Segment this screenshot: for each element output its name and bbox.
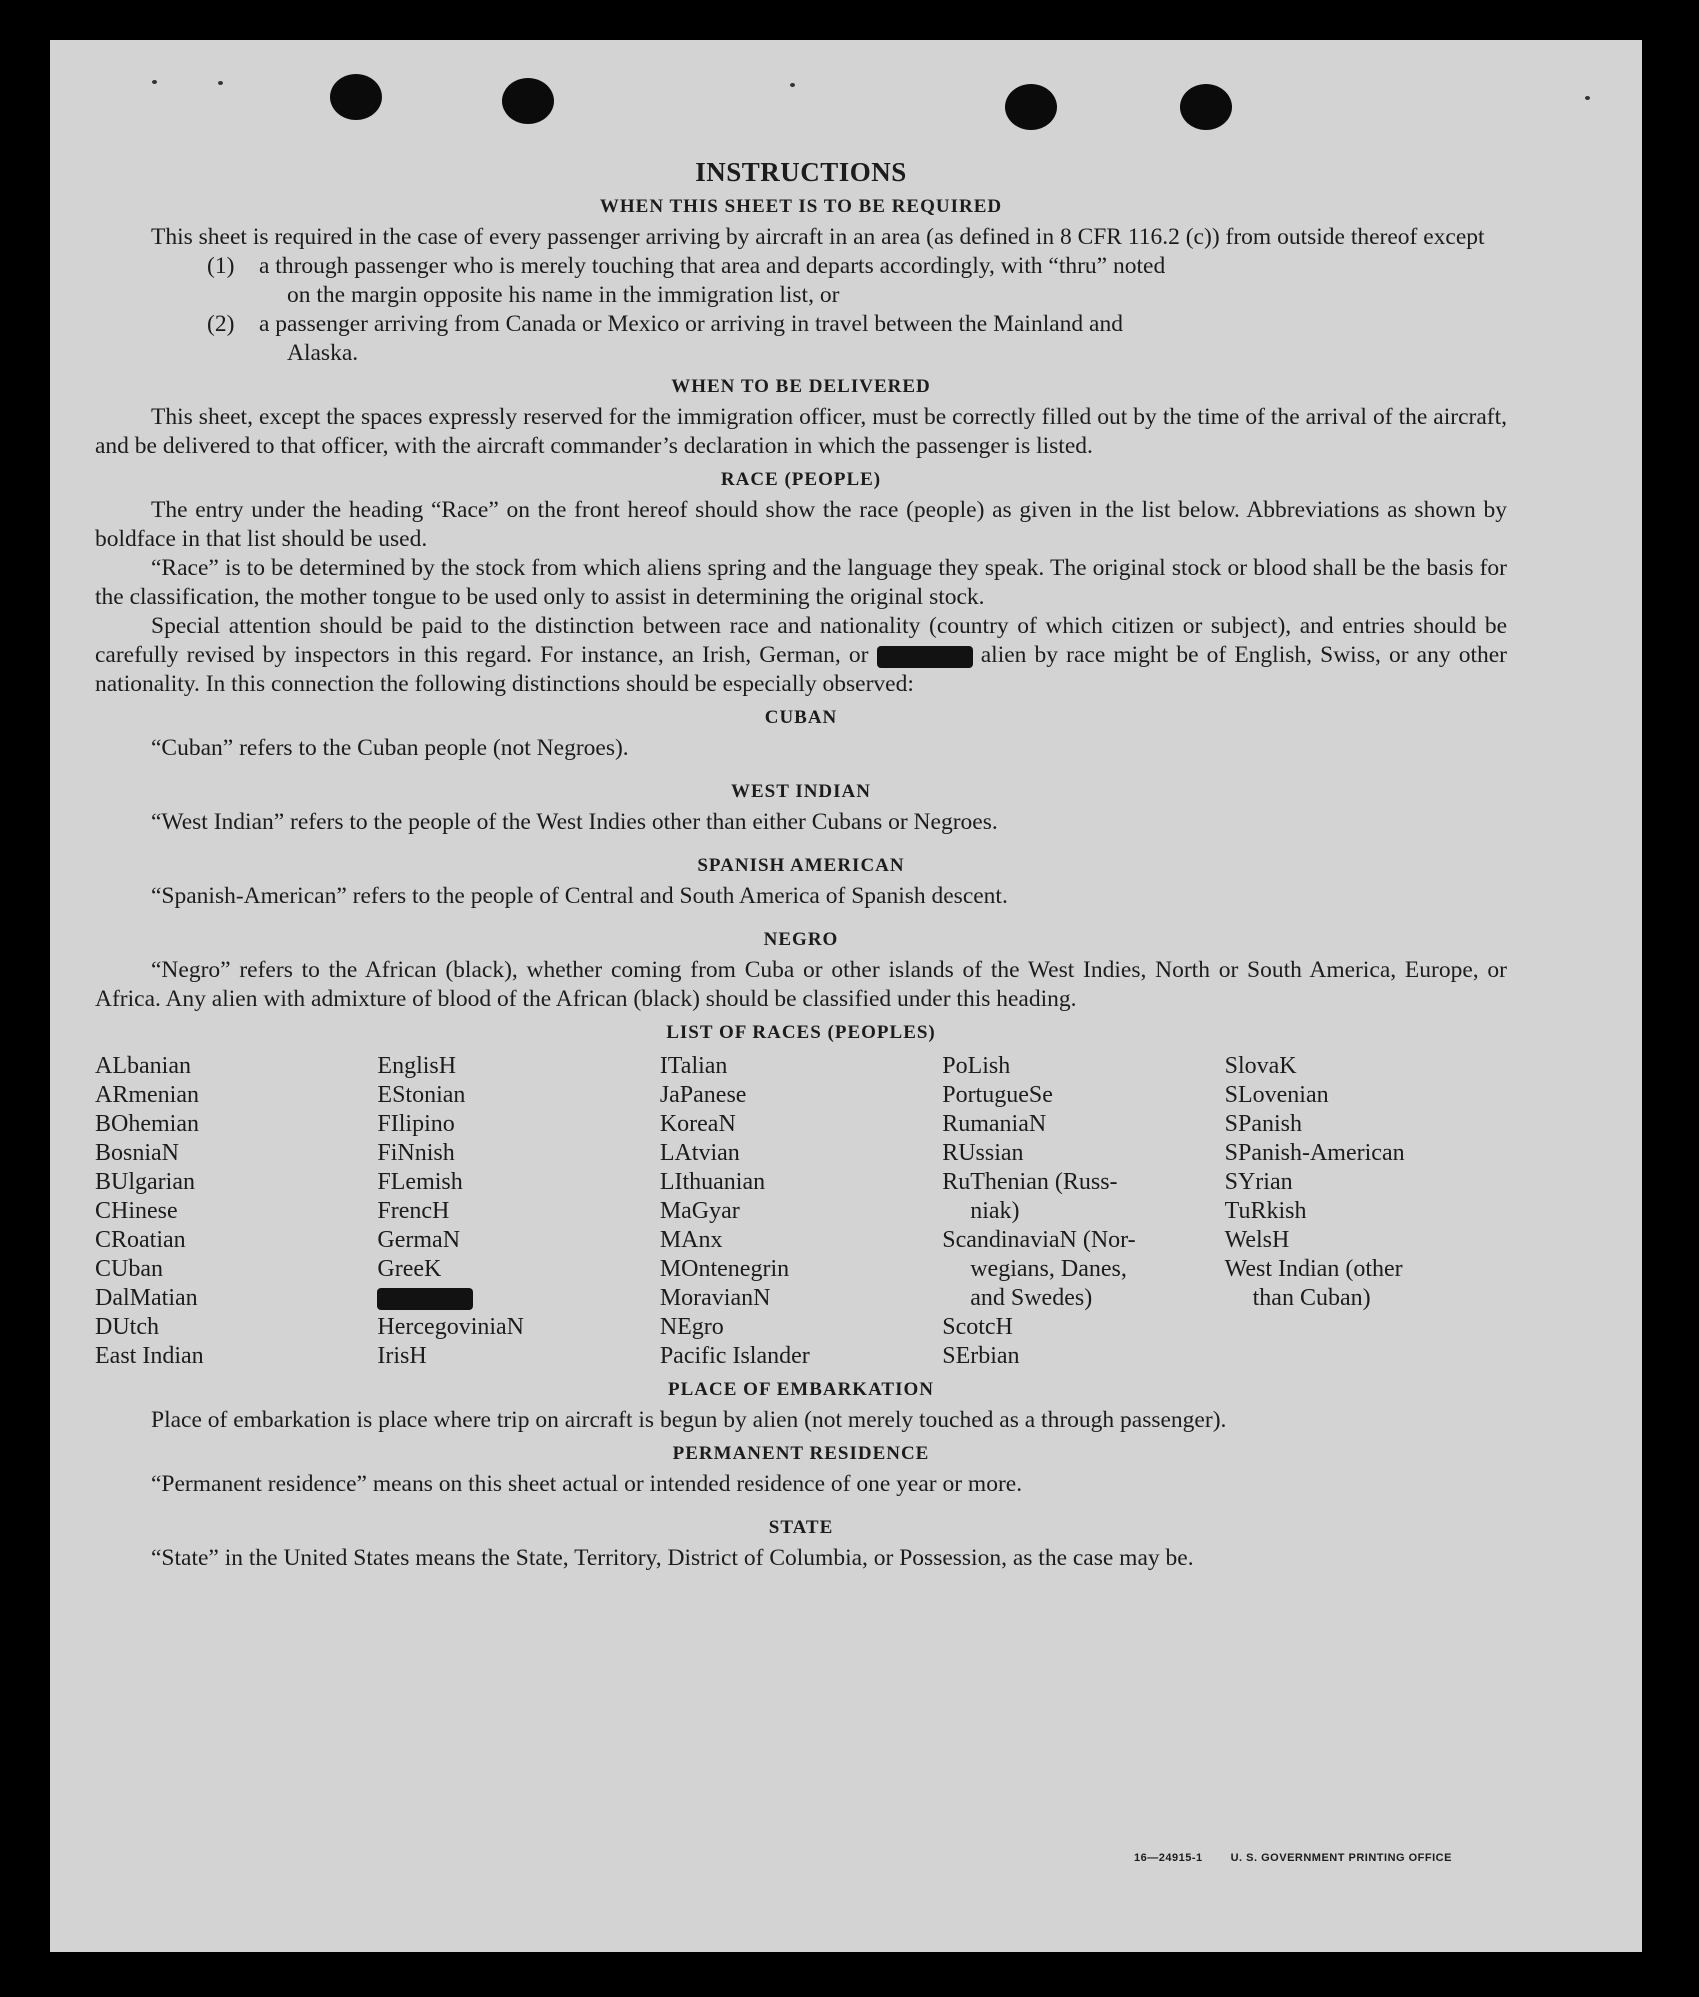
punch-hole — [1005, 84, 1057, 130]
race-entry: ITalian — [659, 1053, 728, 1079]
race-entry: CUban — [95, 1256, 163, 1282]
races-column — [377, 1052, 659, 1371]
race-entry: RUssian — [942, 1140, 1024, 1166]
speck — [790, 83, 795, 87]
section-heading: NEGRO — [763, 929, 839, 950]
item-text: on the margin opposite his name in the immigration list, or — [287, 282, 840, 308]
paragraph: “Permanent residence” means on this sheet actual or intended residence of one year or more. — [151, 1471, 1023, 1497]
paragraph-text: Special attention should be paid to the distinction between race and nationality (country of which citizen or subject), and entries should be carefully revised by inspectors in this regard. For instance, an Irish, German, or — [95, 613, 1507, 668]
paragraph: “Spanish-American” refers to the people of Central and South America of Spanish descent. — [151, 883, 1008, 909]
form-number: 16—24915-1 — [1134, 1852, 1203, 1864]
section-heading: WHEN THIS SHEET IS TO BE REQUIRED — [599, 196, 1003, 217]
punch-hole — [330, 74, 382, 120]
race-entry: East Indian — [95, 1343, 204, 1369]
race-entry: MAnx — [659, 1227, 723, 1253]
race-entry: EnglisH — [377, 1053, 457, 1079]
races-column — [95, 1052, 377, 1371]
item-number: (2) — [207, 311, 235, 337]
race-entry: GreeK — [377, 1256, 442, 1282]
race-entry: PoLish — [942, 1053, 1011, 1079]
footer-imprint — [1134, 1852, 1452, 1864]
section-heading: SPANISH AMERICAN — [697, 855, 905, 876]
races-list — [95, 1052, 1507, 1371]
race-entry: MoravianN — [659, 1285, 771, 1311]
list-item — [95, 310, 1507, 368]
section-heading: WHEN TO BE DELIVERED — [671, 376, 931, 397]
section-heading: STATE — [768, 1517, 834, 1538]
race-entry: MaGyar — [659, 1198, 740, 1224]
race-entry: SYrian — [1224, 1169, 1293, 1195]
speck — [1585, 96, 1590, 100]
item-number: (1) — [207, 253, 235, 279]
race-entry: FIlipino — [377, 1111, 455, 1137]
paragraph: This sheet is required in the case of every passenger arriving by aircraft in an area (as defined in 8 CFR 116.2 (c)) from outside thereof except — [151, 224, 1485, 250]
race-entry: ScandinaviaN (Nor- — [942, 1227, 1136, 1253]
section-heading: WEST INDIAN — [731, 781, 871, 802]
race-entry: RuThenian (Russ- — [942, 1169, 1118, 1195]
race-entry: BosniaN — [95, 1140, 179, 1166]
race-entry: than Cuban) — [1252, 1285, 1371, 1311]
race-entry: NEgro — [659, 1314, 724, 1340]
printer-imprint: U. S. GOVERNMENT PRINTING OFFICE — [1230, 1852, 1452, 1864]
section-heading: PERMANENT RESIDENCE — [672, 1443, 930, 1464]
race-entry: BOhemian — [95, 1111, 199, 1137]
item-text: a through passenger who is merely touching that area and departs accordingly, with “thru” noted — [259, 253, 1166, 279]
race-entry: FiNnish — [377, 1140, 455, 1166]
race-entry: ALbanian — [95, 1053, 191, 1079]
race-entry: wegians, Danes, — [970, 1256, 1127, 1282]
paragraph — [95, 612, 1507, 699]
race-entry: MOntenegrin — [659, 1256, 790, 1282]
section-heading: LIST OF RACES (PEOPLES) — [666, 1022, 936, 1043]
race-entry: ScotcH — [942, 1314, 1013, 1340]
race-entry: FLemish — [377, 1169, 463, 1195]
redaction-mark — [877, 646, 973, 668]
paragraph: “West Indian” refers to the people of the West Indies other than either Cubans or Negroes. — [151, 809, 998, 835]
race-entry: LIthuanian — [659, 1169, 766, 1195]
race-entry: niak) — [970, 1198, 1020, 1224]
race-entry: SlovaK — [1224, 1053, 1297, 1079]
section-heading: CUBAN — [764, 707, 838, 728]
race-entry: SLovenian — [1224, 1082, 1329, 1108]
punch-hole — [1180, 84, 1232, 130]
item-text: a passenger arriving from Canada or Mexico or arriving in travel between the Mainland and — [259, 311, 1123, 337]
race-entry: FrencH — [377, 1198, 450, 1224]
race-entry: WelsH — [1224, 1227, 1290, 1253]
paragraph: “State” in the United States means the State, Territory, District of Columbia, or Possession, as the case may be. — [151, 1545, 1194, 1571]
paragraph: “Negro” refers to the African (black), whether coming from Cuba or other islands of the West Indies, North or South America, Europe, or Africa. Any alien with admixture of blood of the African (black) should be classified under this heading. — [95, 957, 1507, 1012]
race-entry: PortugueSe — [942, 1082, 1053, 1108]
race-entry: HercegoviniaN — [377, 1314, 525, 1340]
section-heading: PLACE OF EMBARKATION — [668, 1379, 934, 1400]
races-column — [660, 1052, 942, 1371]
race-entry: RumaniaN — [942, 1111, 1047, 1137]
redaction-mark — [377, 1288, 473, 1310]
race-entry: SPanish-American — [1224, 1140, 1405, 1166]
race-entry: JaPanese — [659, 1082, 747, 1108]
race-entry: TuRkish — [1224, 1198, 1307, 1224]
race-entry: West Indian (other — [1224, 1256, 1403, 1282]
page-title: INSTRUCTIONS — [695, 157, 907, 187]
races-column — [1225, 1052, 1507, 1371]
race-entry: KoreaN — [659, 1111, 736, 1137]
race-entry: EStonian — [377, 1082, 466, 1108]
race-entry-redacted — [377, 1284, 659, 1313]
section-heading: RACE (PEOPLE) — [720, 469, 882, 490]
speck — [218, 81, 223, 85]
race-entry: CHinese — [95, 1198, 178, 1224]
race-entry: IrisH — [377, 1343, 427, 1369]
paragraph: Place of embarkation is place where trip on aircraft is begun by alien (not merely touched as a through passenger). — [151, 1407, 1227, 1433]
paragraph: “Cuban” refers to the Cuban people (not Negroes). — [151, 735, 629, 761]
race-entry: BUlgarian — [95, 1169, 195, 1195]
race-entry: CRoatian — [95, 1227, 186, 1253]
race-entry: SErbian — [942, 1343, 1020, 1369]
race-entry: SPanish — [1224, 1111, 1302, 1137]
races-column — [942, 1052, 1224, 1371]
race-entry: and Swedes) — [970, 1285, 1093, 1311]
paragraph: This sheet, except the spaces expressly reserved for the immigration officer, must be correctly filled out by the time of the arrival of the aircraft, and be delivered to that officer, with the aircraft commander’s declaration in which the passenger is listed. — [95, 404, 1507, 459]
list-item — [95, 252, 1507, 310]
race-entry: Pacific Islander — [659, 1343, 810, 1369]
race-entry: ARmenian — [95, 1082, 199, 1108]
paragraph: The entry under the heading “Race” on the front hereof should show the race (people) as given in the list below. Abbreviations as shown by boldface in that list should be used. — [95, 497, 1507, 552]
race-entry: LAtvian — [659, 1140, 740, 1166]
document-page — [50, 40, 1642, 1952]
race-entry: GermaN — [377, 1227, 461, 1253]
speck — [152, 80, 157, 84]
paragraph-text: alien by race might be of English, Swiss, or any other nationality. In this connection the following distinctions should be especially observed: — [95, 642, 1508, 697]
item-text: Alaska. — [287, 340, 359, 366]
punch-hole — [502, 78, 554, 124]
race-entry: DalMatian — [95, 1285, 198, 1311]
race-entry: DUtch — [95, 1314, 159, 1340]
paragraph: “Race” is to be determined by the stock from which aliens spring and the language they speak. The original stock or blood shall be the basis for the classification, the mother tongue to be used only to assist in determining the original stock. — [95, 555, 1507, 610]
